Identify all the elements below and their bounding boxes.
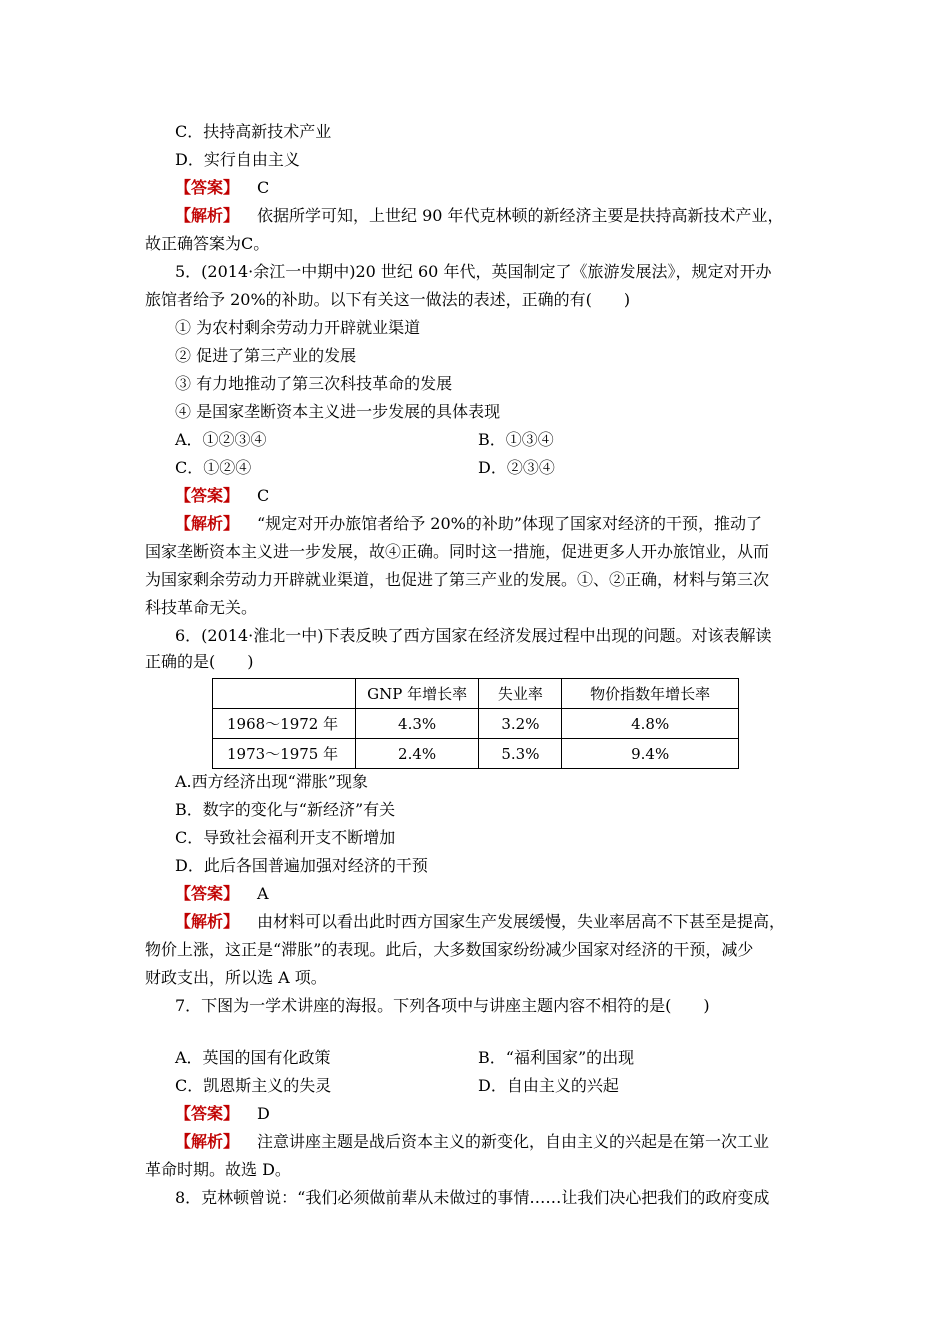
table-header-cell: GNP 年增长率 <box>355 679 479 709</box>
table-cell: 9.4% <box>562 739 739 769</box>
q5-item-1: ① 为农村剩余劳动力开辟就业渠道 <box>175 318 421 337</box>
q5-option-c: C．①②④ <box>175 458 252 477</box>
q5-option-b: B．①③④ <box>478 430 554 449</box>
analysis-text: 由材料可以看出此时西方国家生产发展缓慢，失业率居高不下甚至是提高， <box>257 912 786 931</box>
q7-option-a: A．英国的国有化政策 <box>175 1048 331 1067</box>
q5-stem: 5．(2014·余江一中期中)20 世纪 60 年代，英国制定了《旅游发展法》，规定对开办 <box>175 262 772 281</box>
q6-option-c: C．导致社会福利开支不断增加 <box>175 828 396 847</box>
answer-tag: 【答案】 <box>175 884 240 903</box>
table-cell: 4.3% <box>355 709 479 739</box>
q5-item-4: ④ 是国家垄断资本主义进一步发展的具体表现 <box>175 402 501 421</box>
q5-stem-2: 旅馆者给予 20%的补助。以下有关这一做法的表述，正确的有( ) <box>145 290 631 309</box>
table-header-cell: 物价指数年增长率 <box>562 679 739 709</box>
economic-data-table <box>212 678 739 769</box>
table-cell: 1968～1972 年 <box>213 709 356 739</box>
q4-answer-line <box>175 178 269 198</box>
q5-analysis-line-4: 科技革命无关。 <box>145 598 258 617</box>
q5-option-a: A．①②③④ <box>175 430 267 449</box>
q7-option-c: C．凯恩斯主义的失灵 <box>175 1076 332 1095</box>
q5-analysis-line-3: 为国家剩余劳动力开辟就业渠道，也促进了第三产业的发展。①、②正确，材料与第三次 <box>145 570 770 589</box>
answer-tag: 【答案】 <box>175 1104 240 1123</box>
q7-stem: 7．下图为一学术讲座的海报。下列各项中与讲座主题内容不相符的是( ) <box>175 996 710 1015</box>
q4-analysis-line-2: 故正确答案为C。 <box>145 234 270 253</box>
q4-option-c: C．扶持高新技术产业 <box>175 122 332 141</box>
q6-answer-line <box>175 884 269 904</box>
answer-tag: 【答案】 <box>175 486 240 505</box>
q6-stem: 6．(2014·淮北一中)下表反映了西方国家在经济发展过程中出现的问题。对该表解读 <box>175 626 772 645</box>
analysis-tag: 【解析】 <box>175 514 240 533</box>
q6-analysis-line-3: 财政支出，所以选 A 项。 <box>145 968 327 987</box>
answer-value: D <box>257 1104 270 1123</box>
q5-item-3: ③ 有力地推动了第三次科技革命的发展 <box>175 374 453 393</box>
q7-analysis-line <box>175 1132 769 1152</box>
q4-analysis-line <box>175 206 784 226</box>
q6-analysis-line <box>175 912 785 932</box>
q5-analysis-line-2: 国家垄断资本主义进一步发展，故④正确。同时这一措施，促进更多人开办旅馆业，从而 <box>145 542 770 561</box>
analysis-text: 依据所学可知，上世纪 90 年代克林顿的新经济主要是扶持高新技术产业， <box>257 206 784 225</box>
q6-option-b: B．数字的变化与“新经济”有关 <box>175 800 396 819</box>
analysis-tag: 【解析】 <box>175 206 240 225</box>
q8-stem: 8．克林顿曾说：“我们必须做前辈从未做过的事情……让我们决心把我们的政府变成 <box>175 1188 770 1207</box>
answer-value: A <box>257 884 269 903</box>
table-cell: 2.4% <box>355 739 479 769</box>
table-header-row <box>213 679 739 709</box>
q7-analysis-line-2: 革命时期。故选 D。 <box>145 1160 291 1179</box>
q6-analysis-line-2: 物价上涨，这正是“滞胀”的表现。此后，大多数国家纷纷减少国家对经济的干预，减少 <box>145 940 754 959</box>
table-cell: 3.2% <box>479 709 562 739</box>
table-header-cell: 失业率 <box>479 679 562 709</box>
analysis-tag: 【解析】 <box>175 912 240 931</box>
table-row <box>213 739 739 769</box>
q6-option-d: D．此后各国普遍加强对经济的干预 <box>175 856 428 875</box>
answer-value: C <box>257 486 270 505</box>
q7-option-b: B．“福利国家”的出现 <box>478 1048 635 1067</box>
table-cell: 5.3% <box>479 739 562 769</box>
q5-option-d: D．②③④ <box>478 458 555 477</box>
table-header-cell <box>213 679 356 709</box>
q5-item-2: ② 促进了第三产业的发展 <box>175 346 357 365</box>
answer-value: C <box>257 178 270 197</box>
q5-analysis-line <box>175 514 762 534</box>
table-row <box>213 709 739 739</box>
analysis-text: 注意讲座主题是战后资本主义的新变化，自由主义的兴起是在第一次工业 <box>257 1132 770 1151</box>
answer-tag: 【答案】 <box>175 178 240 197</box>
q7-option-d: D．自由主义的兴起 <box>478 1076 619 1095</box>
q4-option-d: D．实行自由主义 <box>175 150 300 169</box>
q6-stem-2: 正确的是( ) <box>145 652 254 671</box>
table-cell: 4.8% <box>562 709 739 739</box>
analysis-text: “规定对开办旅馆者给予 20%的补助”体现了国家对经济的干预，推动了 <box>257 514 763 533</box>
q7-answer-line <box>175 1104 270 1124</box>
table-cell: 1973～1975 年 <box>213 739 356 769</box>
analysis-tag: 【解析】 <box>175 1132 240 1151</box>
q6-option-a: A.西方经济出现“滞胀”现象 <box>175 772 369 791</box>
q5-answer-line <box>175 486 269 506</box>
